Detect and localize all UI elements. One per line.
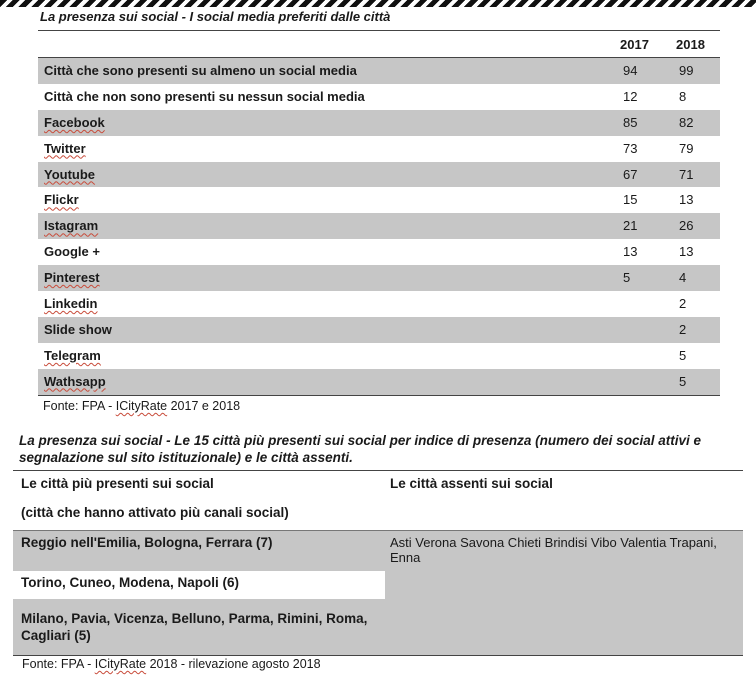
list-item: Reggio nell'Emilia, Bologna, Ferrara (7) (21, 535, 273, 550)
row-label: Youtube (44, 166, 96, 182)
value-2017: 85 (623, 114, 638, 130)
row-label: Città che sono presenti su almeno un social media (44, 63, 357, 78)
source-prefix: Fonte: FPA - (22, 657, 95, 671)
table1-title: La presenza sui social - I social media preferiti dalle città (40, 9, 391, 24)
table-row (38, 291, 720, 317)
cities-table (13, 470, 743, 655)
list-item: Torino, Cuneo, Modena, Napoli (6) (21, 575, 239, 590)
row-label: Google + (44, 244, 100, 260)
value-2017: 12 (623, 88, 638, 104)
table-row (38, 110, 720, 136)
table1-header-row (38, 30, 720, 58)
value-2018: 82 (679, 114, 694, 130)
absent-cities-text: Asti Verona Savona Chieti Brindisi Vibo Valentia Trapani, Enna (390, 535, 717, 565)
value-2017: 67 (623, 166, 638, 182)
source-suffix: 2018 - rilevazione agosto 2018 (146, 657, 321, 671)
value-2017: 13 (623, 244, 638, 260)
table-row (38, 213, 720, 239)
table-row (38, 187, 720, 213)
value-2018: 2 (679, 296, 687, 312)
header-absent: Le città assenti sui social (390, 476, 553, 491)
table-row (38, 84, 720, 110)
social-media-table (38, 30, 720, 396)
table2-title: La presenza sui social - Le 15 città più presenti sui social per indice di presenza (numero dei social attivi e segnalazione sul sito istituzionale) e le città assenti. (19, 433, 701, 465)
value-2018: 71 (679, 166, 694, 182)
value-2017: 15 (623, 192, 638, 208)
value-2018: 8 (679, 88, 687, 104)
row-label: Flickr (44, 192, 79, 208)
value-2017: 21 (623, 218, 638, 234)
table-row (38, 265, 720, 291)
value-2018: 79 (679, 140, 694, 156)
source-brand: ICityRate (115, 399, 168, 413)
row-label: Telegram (44, 347, 101, 363)
header-most-present: Le città più presenti sui social (21, 476, 214, 491)
source-suffix: 2017 e 2018 (167, 399, 241, 413)
row-label: Slide show (44, 321, 112, 337)
row-label: Wathsapp (44, 373, 106, 389)
row-label: Linkedin (44, 296, 98, 312)
table-row (38, 136, 720, 162)
header-most-present-sub: (città che hanno attivato più canali social) (21, 505, 289, 520)
table2-source (22, 657, 321, 671)
source-brand: ICityRate (94, 657, 147, 671)
table2-top-rule (13, 470, 743, 471)
table2-bottom-rule (13, 655, 743, 656)
source-prefix: Fonte: FPA - (43, 399, 116, 413)
value-2018: 2 (679, 321, 687, 337)
header-2017: 2017 (620, 37, 649, 52)
table-row (38, 343, 720, 369)
table-row (38, 369, 720, 395)
row-label: Facebook (44, 114, 105, 130)
header-2018: 2018 (676, 37, 705, 52)
table-row (38, 239, 720, 265)
table-row (38, 317, 720, 343)
top-hatch-border (0, 0, 756, 7)
table1-source (43, 399, 240, 413)
value-2018: 4 (679, 270, 687, 286)
table-row (38, 162, 720, 188)
value-2018: 5 (679, 347, 687, 363)
row-label: Twitter (44, 140, 86, 156)
value-2018: 13 (679, 192, 694, 208)
value-2018: 5 (679, 373, 687, 389)
value-2018: 99 (679, 63, 694, 78)
value-2017: 94 (623, 63, 638, 78)
value-2017: 73 (623, 140, 638, 156)
row-label: Città che non sono presenti su nessun social media (44, 88, 365, 104)
row-label: Istagram (44, 218, 99, 234)
value-2018: 13 (679, 244, 694, 260)
list-item: Milano, Pavia, Vicenza, Belluno, Parma, Rimini, Roma, Cagliari (5) (21, 611, 368, 643)
value-2017: 5 (623, 270, 631, 286)
table1-bottom-rule (38, 395, 720, 396)
value-2018: 26 (679, 218, 694, 234)
row-label: Pinterest (44, 270, 100, 286)
table-row (38, 58, 720, 84)
